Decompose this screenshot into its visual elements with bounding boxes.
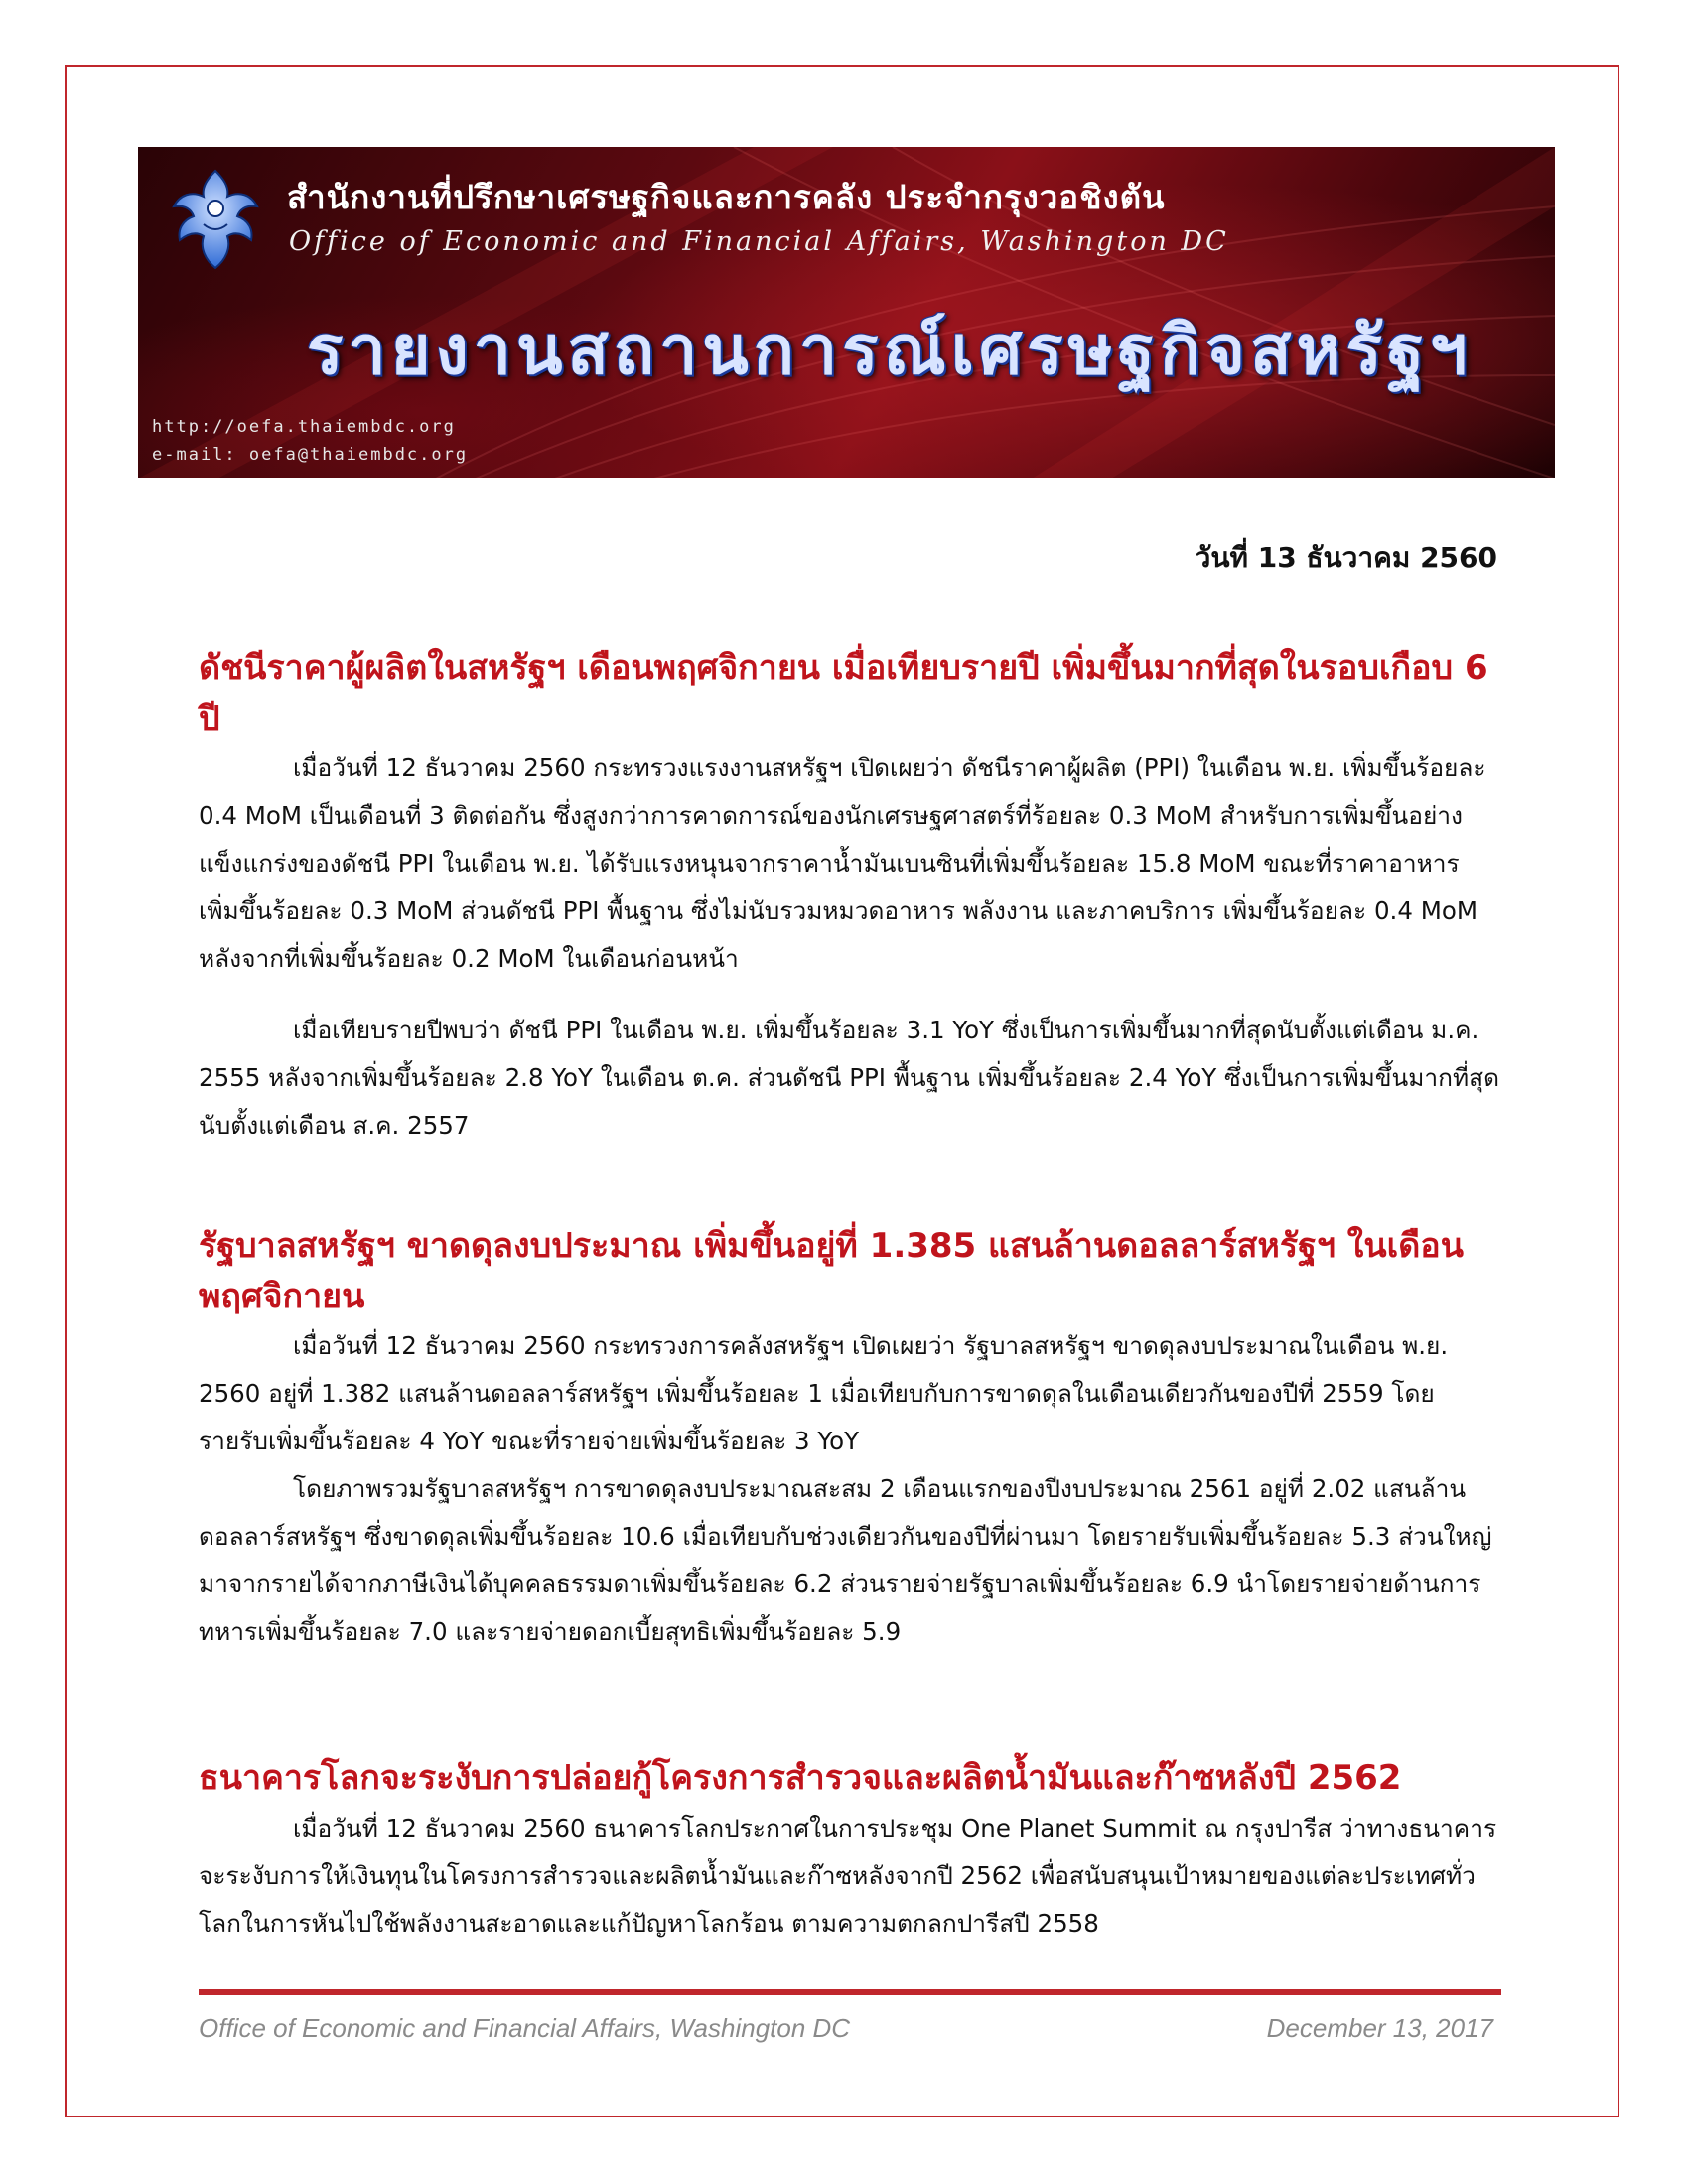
article-1-paragraph-2: เมื่อเทียบรายปีพบว่า ดัชนี PPI ในเดือน พ.ย. เพิ่มขึ้นร้อยละ 3.1 YoY ซึ่งเป็นการเพิ่มขึ้นมากที่สุดนับตั้งแต่เดือน ม.ค. 2555 หลังจากเพิ่มขึ้นร้อยละ 2.8 YoY ในเดือน ต.ค. ส่วนดัชนี PPI พื้นฐาน เพิ่มขึ้นร้อยละ 2.4 YoY ซึ่งเป็นการเพิ่มขึ้นมากที่สุดนับตั้งแต่เดือน ส.ค. 2557 — [199, 1016, 1499, 1140]
article-1-paragraph-1: เมื่อวันที่ 12 ธันวาคม 2560 กระทรวงแรงงานสหรัฐฯ เปิดเผยว่า ดัชนีราคาผู้ผลิต (PPI) ในเดือน พ.ย. เพิ่มขึ้นร้อยละ 0.4 MoM เป็นเดือนที่ 3 ติดต่อกัน ซึ่งสูงกว่าการคาดการณ์ของนักเศรษฐศาสตร์ที่ร้อยละ 0.3 MoM สำหรับการเพิ่มขึ้นอย่างแข็งแกร่งของดัชนี PPI ในเดือน พ.ย. ได้รับแรงหนุนจากราคาน้ำมันเบนซินที่เพิ่มขึ้นร้อยละ 15.8 MoM ขณะที่ราคาอาหารเพิ่มขึ้นร้อยละ 0.3 MoM ส่วนดัชนี PPI พื้นฐาน ซึ่งไม่นับรวมหมวดอาหาร พลังงาน และภาคบริการ เพิ่มขึ้นร้อยละ 0.4 MoM หลังจากที่เพิ่มขึ้นร้อยละ 0.2 MoM ในเดือนก่อนหน้า — [199, 753, 1486, 973]
garuda-emblem-icon — [168, 165, 263, 274]
article-3-paragraph-1: เมื่อวันที่ 12 ธันวาคม 2560 ธนาคารโลกประกาศในการประชุม One Planet Summit ณ กรุงปารีส ว่าทางธนาคารจะระงับการให้เงินทุนในโครงการสำรวจและผลิตน้ำมันและก๊าซหลังจากปี 2562 เพื่อสนับสนุนเป้าหมายของแต่ละประเทศทั่วโลกในการหันไปใช้พลังงานสะอาดและแก้ปัญหาโลกร้อน ตามความตกลกปารีสปี 2558 — [199, 1814, 1497, 1938]
article-3-headline: ธนาคารโลกจะระงับการปล่อยกู้โครงการสำรวจและผลิตน้ำมันและก๊าซหลังปี 2562 — [199, 1758, 1402, 1798]
banner-email-link[interactable]: e-mail: oefa@thaiembdc.org — [152, 445, 469, 465]
footer-divider — [199, 1989, 1501, 1995]
article-1-headline: ดัชนีราคาผู้ผลิตในสหรัฐฯ เดือนพฤศจิกายน เมื่อเทียบรายปี เพิ่มขึ้นมากที่สุดในรอบเกือบ 6 ปี — [199, 648, 1488, 739]
report-date: วันที่ 13 ธันวาคม 2560 — [1195, 541, 1497, 574]
footer-organization: Office of Economic and Financial Affairs, Washington DC — [199, 2013, 851, 2043]
banner-report-title: รายงานสถานการณ์เศรษฐกิจสหรัฐฯ — [307, 312, 1473, 390]
report-banner — [138, 147, 1555, 478]
footer-date: December 13, 2017 — [1266, 2013, 1493, 2043]
banner-org-thai: สำนักงานที่ปรึกษาเศรษฐกิจและการคลัง ประจำกรุงวอชิงตัน — [287, 178, 1166, 216]
banner-org-english: Office of Economic and Financial Affairs, Washington DC — [289, 226, 1229, 257]
article-2-paragraph-1: เมื่อวันที่ 12 ธันวาคม 2560 กระทรวงการคลังสหรัฐฯ เปิดเผยว่า รัฐบาลสหรัฐฯ ขาดดุลงบประมาณในเดือน พ.ย. 2560 อยู่ที่ 1.382 แสนล้านดอลลาร์สหรัฐฯ เพิ่มขึ้นร้อยละ 1 เมื่อเทียบกับการขาดดุลในเดือนเดียวกันของปีที่ 2559 โดยรายรับเพิ่มขึ้นร้อยละ 4 YoY ขณะที่รายจ่ายเพิ่มขึ้นร้อยละ 3 YoY — [199, 1331, 1449, 1455]
banner-website-link[interactable]: http://oefa.thaiembdc.org — [152, 417, 456, 437]
article-2-headline: รัฐบาลสหรัฐฯ ขาดดุลงบประมาณ เพิ่มขึ้นอยู่ที่ 1.385 แสนล้านดอลลาร์สหรัฐฯ ในเดือนพฤศจิกายน — [199, 1226, 1464, 1316]
article-2-paragraph-2: โดยภาพรวมรัฐบาลสหรัฐฯ การขาดดุลงบประมาณสะสม 2 เดือนแรกของปีงบประมาณ 2561 อยู่ที่ 2.02 แสนล้านดอลลาร์สหรัฐฯ ซึ่งขาดดุลเพิ่มขึ้นร้อยละ 10.6 เมื่อเทียบกับช่วงเดียวกันของปีที่ผ่านมา โดยรายรับเพิ่มขึ้นร้อยละ 5.3 ส่วนใหญ่มาจากรายได้จากภาษีเงินได้บุคคลธรรมดาเพิ่มขึ้นร้อยละ 6.2 ส่วนรายจ่ายรัฐบาลเพิ่มขึ้นร้อยละ 6.9 นำโดยรายจ่ายด้านการทหารเพิ่มขึ้นร้อยละ 7.0 และรายจ่ายดอกเบี้ยสุทธิเพิ่มขึ้นร้อยละ 5.9 — [199, 1474, 1492, 1646]
